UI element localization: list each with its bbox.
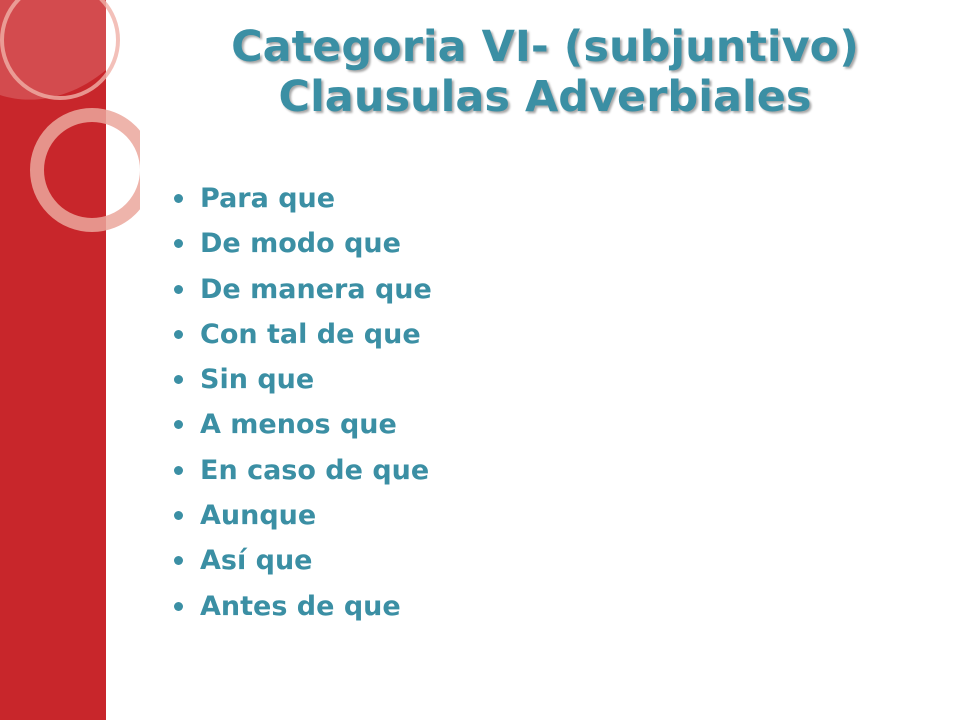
list-item-text: Sin que [200,364,315,396]
slide-title [150,22,940,122]
bullet-icon [174,375,183,384]
decorative-rings [0,0,140,260]
bullet-icon [174,602,183,611]
bullet-icon [174,330,183,339]
conjunction-list [174,176,432,629]
list-item-text: Así que [200,545,313,577]
bullet-icon [174,420,183,429]
list-item-text: Con tal de que [200,318,421,350]
title-line-2: Clausulas Adverbiales [278,72,812,122]
bullet-icon [174,466,183,475]
bullet-icon [174,285,183,294]
list-item-text: De modo que [200,228,401,260]
bullet-icon [174,511,183,520]
bullet-icon [174,556,183,565]
list-item [174,448,432,493]
bullet-icon [174,194,183,203]
list-item-text: En caso de que [200,454,430,486]
list-item-text: De manera que [200,273,432,305]
list-item [174,493,432,538]
list-item [174,402,432,447]
list-item [174,312,432,357]
list-item [174,267,432,312]
list-item [174,584,432,629]
list-item [174,221,432,266]
list-item [174,538,432,583]
bullet-icon [174,239,183,248]
list-item-text: Antes de que [200,590,401,622]
list-item [174,176,432,221]
list-item-text: Para que [200,183,336,214]
list-item-text: Aunque [200,500,317,532]
list-item-text: A menos que [200,409,397,441]
decorative-wave-shape [0,0,106,100]
title-line-1: Categoria VI- (subjuntivo) [231,22,859,72]
decorative-ring-thick [37,115,140,225]
list-item [174,357,432,402]
